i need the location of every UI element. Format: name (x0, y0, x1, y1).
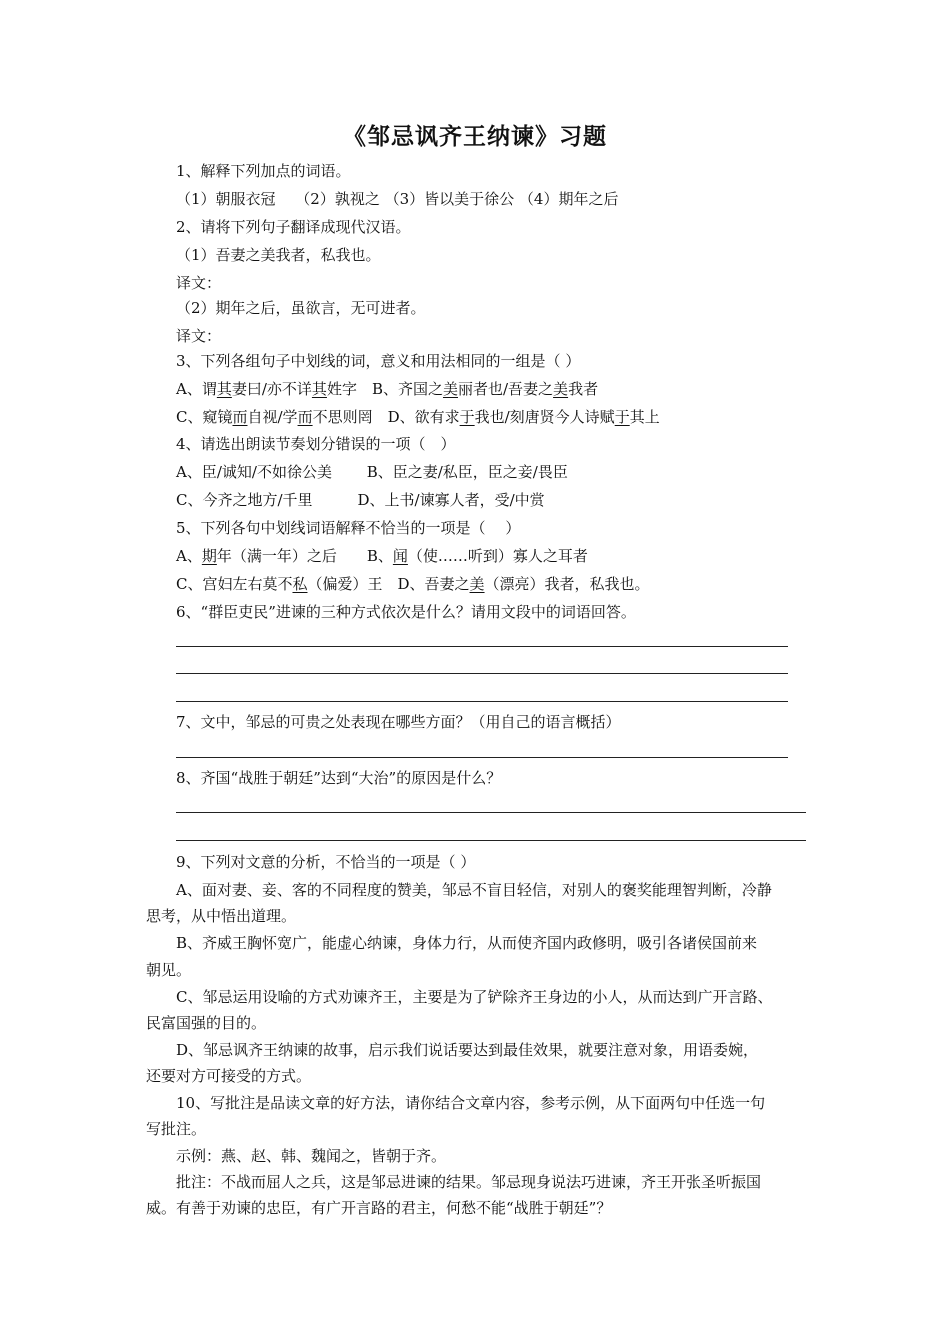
question-8-stem: 8、齐国“战胜于朝廷”达到“大治”的原因是什么？ (176, 769, 502, 787)
question-1-stem: 1、解释下列加点的词语。 (176, 162, 351, 180)
question-5-stem: 5、下列各句中划线词语解释不恰当的一项是（ ） (176, 519, 521, 537)
question-9-option-c-line-1: C、邹忌运用设喻的方式劝谏齐王，主要是为了铲除齐王身边的小人，从而达到广开言路、 (176, 988, 773, 1006)
question-4-stem: 4、请选出朗读节奏划分错误的一项（ ） (176, 435, 456, 453)
question-2-translation-label-1: 译文： (176, 274, 222, 292)
answer-line[interactable] (176, 646, 788, 647)
question-5-options-ab: A、期年（满一年）之后 B、闻（使……听到）寡人之耳者 (176, 547, 588, 565)
question-2-translation-label-2: 译文： (176, 327, 222, 345)
question-10-stem-line-2: 写批注。 (146, 1120, 207, 1138)
question-4-options-cd: C、今齐之地方/千里 D、上书/谏寡人者，受/中赏 (176, 491, 545, 509)
question-5-options-cd: C、宫妇左右莫不私（偏爱）王 D、吾妻之美（漂亮）我者，私我也。 (176, 575, 650, 593)
question-9-option-a-line-2: 思考，从中悟出道理。 (146, 907, 297, 925)
question-9-option-b-line-2: 朝见。 (146, 961, 192, 979)
question-9-option-d-line-1: D、邹忌讽齐王纳谏的故事，启示我们说话要达到最佳效果，就要注意对象，用语委婉， (176, 1041, 759, 1059)
question-3-options-cd: C、窥镜而自视/学而不思则罔 D、欲有求于我也/刻唐贤今人诗赋于其上 (176, 408, 660, 426)
answer-line[interactable] (176, 673, 788, 674)
answer-line[interactable] (176, 812, 806, 813)
question-10-note-line-1: 批注：不战而屈人之兵，这是邹忌进谏的结果。邹忌现身说法巧进谏，齐王开张圣听振国 (176, 1173, 762, 1191)
answer-line[interactable] (176, 840, 806, 841)
question-9-stem: 9、下列对文意的分析，不恰当的一项是（ ） (176, 853, 476, 871)
question-7-stem: 7、文中，邹忌的可贵之处表现在哪些方面？（用自己的语言概括） (176, 713, 621, 731)
answer-line[interactable] (176, 701, 788, 702)
question-9-option-a-line-1: A、面对妻、妾、客的不同程度的赞美，邹忌不盲目轻信，对别人的褒奖能理智判断，冷静 (176, 881, 772, 899)
question-4-options-ab: A、臣/诚知/不如徐公美 B、臣之妻/私臣，臣之妾/畏臣 (176, 463, 568, 481)
question-9-option-c-line-2: 民富国强的目的。 (146, 1014, 267, 1032)
answer-line[interactable] (176, 757, 788, 758)
page-title: 《邹忌讽齐王纳谏》习题 (343, 124, 607, 150)
question-6-stem: 6、“群臣吏民”进谏的三种方式依次是什么？请用文段中的词语回答。 (176, 603, 636, 621)
question-10-example: 示例：燕、赵、韩、魏闻之，皆朝于齐。 (176, 1147, 447, 1165)
question-2-sentence-2: （2）期年之后，虽欲言，无可进者。 (176, 299, 426, 317)
question-9-option-d-line-2: 还要对方可接受的方式。 (146, 1067, 312, 1085)
question-10-stem-line-1: 10、写批注是品读文章的好方法，请你结合文章内容，参考示例，从下面两句中任选一句 (176, 1094, 766, 1112)
question-3-stem: 3、下列各组句子中划线的词，意义和用法相同的一组是（ ） (176, 352, 581, 370)
question-2-sentence-1: （1）吾妻之美我者，私我也。 (176, 246, 381, 264)
question-2-stem: 2、请将下列句子翻译成现代汉语。 (176, 218, 411, 236)
question-10-note-line-2: 威。有善于劝谏的忠臣，有广开言路的君主，何愁不能“战胜于朝廷”？ (146, 1199, 612, 1217)
question-3-options-ab: A、谓其妻曰/亦不详其姓字 B、齐国之美丽者也/吾妻之美我者 (176, 380, 599, 398)
question-9-option-b-line-1: B、齐威王胸怀宽广，能虚心纳谏，身体力行，从而使齐国内政修明，吸引各诸侯国前来 (176, 934, 758, 952)
question-1-items: （1）朝服衣冠 （2）孰视之 （3）皆以美于徐公 （4）期年之后 (176, 190, 619, 208)
